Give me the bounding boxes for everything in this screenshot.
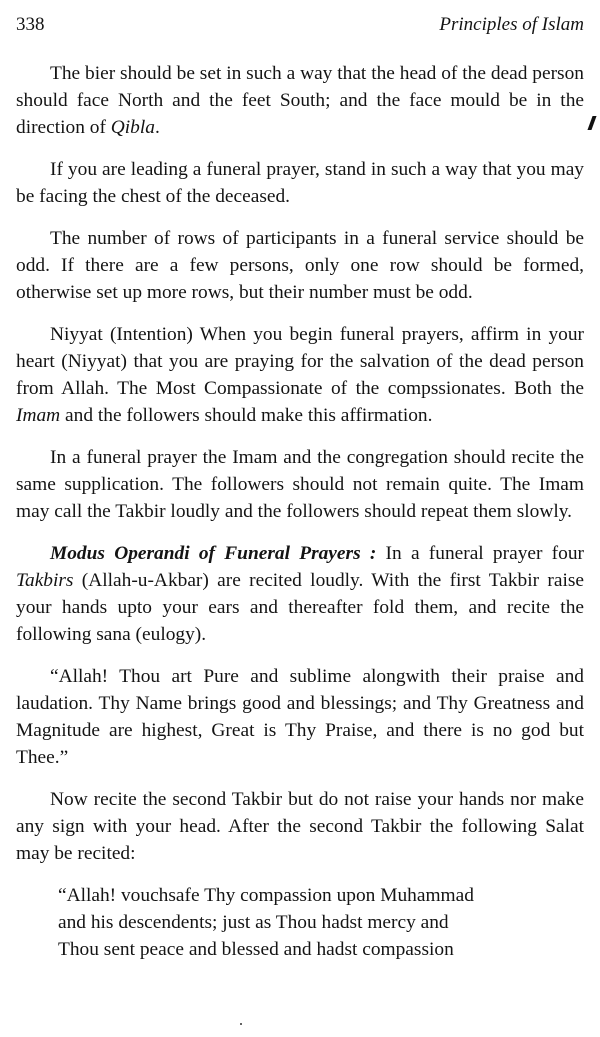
salat-quote — [16, 882, 584, 963]
page-body — [16, 60, 584, 963]
paragraph-rows: The number of rows of participants in a funeral service should be odd. If there are a few persons, only one row should be formed, otherwise set up more rows, but their number must be odd. — [16, 228, 584, 303]
paragraph-second-takbir: Now recite the second Takbir but do not raise your hands nor make any sign with your head. After the second Takbir the following Salat may be recited: — [16, 789, 584, 864]
italic-term-imam: Imam — [16, 405, 61, 426]
italic-term-takbirs: Takbirs — [16, 570, 74, 591]
paragraph-niyyat — [16, 321, 584, 429]
paragraph-text: and the followers should make this affirmation. — [60, 405, 433, 426]
paragraph-leading-prayer: If you are leading a funeral prayer, stand in such a way that you may be facing the chest of the deceased. — [16, 159, 584, 207]
quote-line: “Allah! vouchsafe Thy compassion upon Muhammad — [58, 885, 474, 906]
quote-line: and his descendents; just as Thou hadst mercy and — [58, 912, 449, 933]
page-header — [16, 14, 584, 40]
section-heading: Modus Operandi of Funeral Prayers : — [50, 543, 377, 564]
paragraph-bier-position — [16, 60, 584, 141]
paragraph-supplication: In a funeral prayer the Imam and the congregation should recite the same supplication. The followers should not remain quite. The Imam may call the Takbir loudly and the followers should repeat them slowly. — [16, 447, 584, 522]
margin-ink-mark — [587, 116, 596, 130]
page-number: 338 — [16, 14, 45, 35]
stray-ink-dot — [240, 1023, 242, 1025]
paragraph-sana-quote: “Allah! Thou art Pure and sublime alongwith their praise and laudation. Thy Name brings good and blessings; and Thy Greatness and Magnitude are highest, Great is Thy Praise, and there is no god but Thee.” — [16, 666, 584, 768]
running-head: Principles of Islam — [439, 14, 584, 35]
quote-line: Thou sent peace and blessed and hadst compassion — [58, 939, 454, 960]
paragraph-text: (Allah-u-Akbar) are recited loudly. With the first Takbir raise your hands upto your ears and thereafter fold them, and recite the following sana (eulogy). — [16, 570, 584, 645]
paragraph-text: . — [154, 117, 160, 138]
paragraph-text: Niyyat (Intention) When you begin funeral prayers, affirm in your heart (Niyyat) that you are praying for the salvation of the dead person from Allah. The Most Compassionate of the compssionates. Both the — [16, 324, 584, 399]
paragraph-modus-operandi — [16, 540, 584, 648]
paragraph-text: The bier should be set in such a way that the head of the dead person should face North and the feet South; and the face mould be in the direction of — [16, 63, 584, 138]
italic-term-qibla: Qibla — [110, 117, 155, 138]
paragraph-text: In a funeral prayer four — [376, 543, 584, 564]
